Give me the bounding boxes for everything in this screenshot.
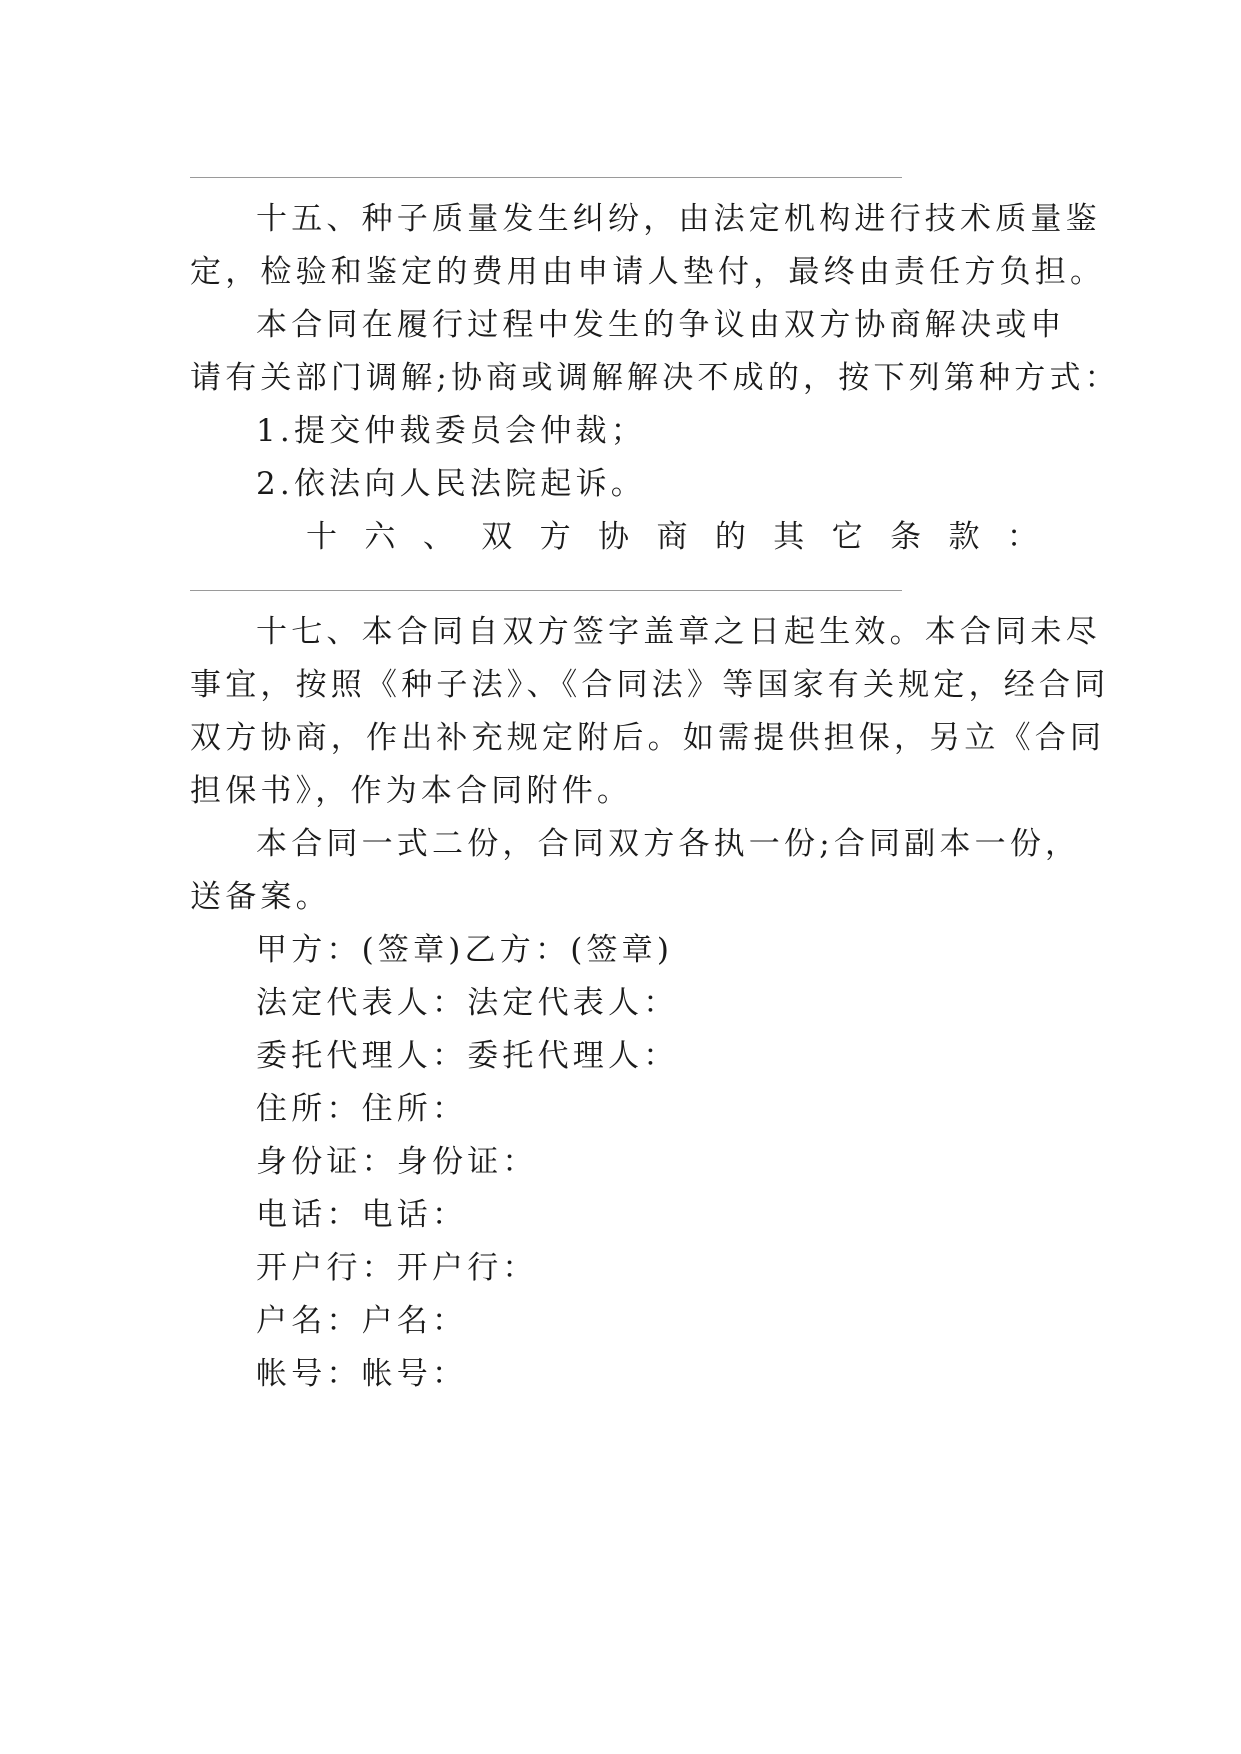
clause-16-heading-char: 方 <box>539 519 571 555</box>
clause-17-line-4: 担保书》，作为本合同附件。 <box>190 773 633 809</box>
clause-16-heading-char: 、 <box>422 519 454 555</box>
signature-field-account-number: 帐号：帐号： <box>256 1356 468 1392</box>
clause-16-heading-char: 款 <box>948 519 980 555</box>
dispute-clause-line-1: 本合同在履行过程中发生的争议由双方协商解决或申 <box>256 307 1066 343</box>
clause-17-line-3: 双方协商，作出补充规定附后。如需提供担保，另立《合同 <box>190 720 1106 756</box>
clause-16-heading-char: ： <box>1006 519 1038 555</box>
clause-16-heading-char: 协 <box>598 519 630 555</box>
dispute-option-2: 2.依法向人民法院起诉。 <box>256 466 646 502</box>
clause-16-heading-char: 双 <box>481 519 513 555</box>
signature-field-bank: 开户行：开户行： <box>256 1250 538 1286</box>
clause-15-line-1: 十五、种子质量发生纠纷，由法定机构进行技术质量鉴 <box>256 201 1101 237</box>
blank-fill-line-clause-16 <box>190 590 902 591</box>
blank-fill-line-top <box>190 177 902 178</box>
clause-16-heading-char: 商 <box>656 519 688 555</box>
signature-field-legal-representative: 法定代表人：法定代表人： <box>256 985 679 1021</box>
clause-16-heading-char: 六 <box>364 519 396 555</box>
dispute-clause-line-2: 请有关部门调解;协商或调解解决不成的，按下列第种方式： <box>190 360 1120 396</box>
clause-16-heading-char: 它 <box>831 519 863 555</box>
clause-15-line-2: 定，检验和鉴定的费用由申请人垫付，最终由责任方负担。 <box>190 254 1106 290</box>
clause-16-heading-char: 其 <box>773 519 805 555</box>
clause-16-heading-char: 的 <box>714 519 746 555</box>
signature-field-id-card: 身份证：身份证： <box>256 1144 538 1180</box>
clause-16-heading-char: 条 <box>890 519 922 555</box>
copies-clause-line-2: 送备案。 <box>190 879 331 915</box>
copies-clause-line-1: 本合同一式二份，合同双方各执一份;合同副本一份， <box>256 826 1081 862</box>
signature-field-authorized-agent: 委托代理人：委托代理人： <box>256 1038 679 1074</box>
dispute-option-1: 1.提交仲裁委员会仲裁； <box>256 413 646 449</box>
signature-field-account-name: 户名：户名： <box>256 1303 468 1339</box>
clause-17-line-2: 事宜，按照《种子法》、《合同法》等国家有关规定，经合同 <box>190 667 1110 703</box>
clause-16-heading-char: 十 <box>306 519 337 555</box>
signature-field-party: 甲方：(签章)乙方：(签章) <box>256 932 674 968</box>
signature-field-address: 住所：住所： <box>256 1091 468 1127</box>
clause-17-line-1: 十七、本合同自双方签字盖章之日起生效。本合同未尽 <box>256 614 1101 650</box>
clause-16-heading <box>306 517 1038 557</box>
signature-field-phone: 电话：电话： <box>256 1197 468 1233</box>
